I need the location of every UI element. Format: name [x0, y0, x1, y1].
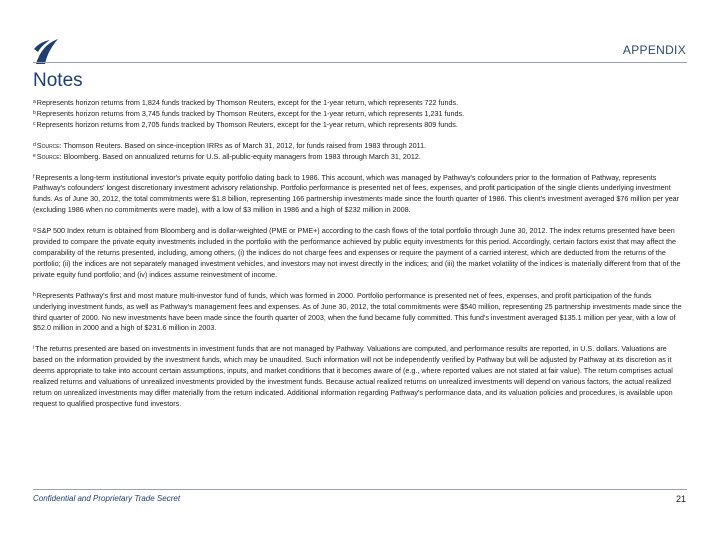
note-marker: f	[33, 173, 35, 180]
note-marker: i	[33, 345, 35, 352]
note-marker: b	[33, 109, 36, 116]
page-title: Notes	[33, 70, 83, 91]
note-e	[33, 152, 684, 163]
note-text: Represents horizon returns from 2,705 funds tracked by Thomson Reuters, except for the 1-year return, which represents 809 funds.	[36, 119, 458, 129]
note-i	[33, 344, 684, 409]
note-text: Represents horizon returns from 3,745 funds tracked by Thomson Reuters, except for the 1-year return, which represents 1,231 funds.	[36, 108, 465, 118]
notes-group-sources	[33, 141, 684, 163]
note-marker: c	[33, 120, 36, 127]
footer-divider	[33, 489, 687, 490]
note-marker: e	[33, 152, 36, 159]
note-h	[33, 291, 684, 335]
note-a	[33, 98, 684, 109]
note-f	[33, 173, 684, 217]
source-label: Source	[36, 140, 60, 150]
company-logo-icon	[33, 37, 59, 65]
note-marker: d	[33, 141, 36, 148]
note-b	[33, 109, 684, 120]
section-label: APPENDIX	[622, 43, 686, 57]
note-text: : Thomson Reuters. Based on since-inception IRRs as of March 31, 2012, for funds raised from 1983 through 2011.	[59, 140, 427, 150]
note-text: Represents horizon returns from 1,824 funds tracked by Thomson Reuters, except for the 1-year return, which represents 722 funds.	[36, 98, 459, 107]
source-label: Source	[36, 151, 60, 161]
confidentiality-notice: Confidential and Proprietary Trade Secret	[33, 494, 181, 503]
note-c	[33, 120, 684, 131]
note-text: Represents a long-term institutional investor's private equity portfolio dating back to 1986. This account, which was managed by Pathway's cofounders prior to the formation of Pathway, represents Pathway's cofounders' longest discretionary investment advisory relationship. Portfolio performance is presented net of fees, expenses, and profit participation of the single clients underlying investment funds. As of June 30, 2012, the total commitments were $1.8 billion, representing 166 partnership investments made since the fourth quarter of 1986. This client's investment averaged $76 million per year (excluding 1986 when no commitments were made), with a low of $3 million in 1986 and a high of $232 million in 2008.	[33, 172, 680, 215]
note-text: Represents Pathway's first and most mature multi-investor fund of funds, which was formed in 2000. Portfolio performance is presented net of fees, expenses, and profit participation of the funds underlying investment funds, as well as Pathway's management fees and expenses. As of June 30, 2012, the total commitments were $540 million, representing 25 partnership investments made since the third quarter of 2000. No new investments have been made since the fourth quarter of 2003, when the fund became fully committed. This fund's investment averaged $135.1 million per year, with a low of $52.0 million in 2000 and a high of $231.6 million in 2003.	[33, 290, 682, 333]
notes-group-horizon	[33, 98, 684, 131]
note-marker: h	[33, 291, 36, 298]
notes-body	[33, 98, 684, 420]
header-divider	[33, 62, 687, 63]
note-text: S&P 500 Index return is obtained from Bloomberg and is dollar-weighted (PME or PME+) according to the cash flows of the total portfolio through June 30, 2012. The index returns presented have been provided to compare the private equity investments included in the portfolio with the performance achieved by public equity investments for this period. Accordingly, certain factors exist that may affect the comparability of the returns presented, including, among others, (i) the indices do not charge fees and expenses or require the payment of a carried interest, which are deducted from the returns of the portfolio; (ii) the indices are not separately managed investment vehicles, and investors may not invest directly in the indices; and (iii) the market volatility of the indices is materially different from that of the private equity fund portfolio; and (iv) indices assume reinvestment of income.	[33, 226, 681, 279]
page-number: 21	[675, 494, 686, 504]
note-marker: g	[33, 227, 36, 234]
note-d	[33, 141, 684, 152]
note-text: : Bloomberg. Based on annualized returns for U.S. all-public-equity managers from 1983 through March 31, 2012.	[59, 151, 421, 161]
note-marker: a	[33, 99, 36, 105]
note-g	[33, 226, 684, 281]
note-text: The returns presented are based on investments in investment funds that are not managed by Pathway. Valuations are computed, and performance results are reported, in U.S. dollars. Valuations are based on the information provided by the investment funds, which may be unaudited. Such information will not be independently verified by Pathway but will be adjusted by Pathway at its discretion as it deems appropriate to take into account certain assumptions, inputs, and market conditions that it becomes aware of (e.g., where reported values are not stated at fair value). The return comprises actual realized returns and valuations of unrealized investments provided by the investment funds. Because actual realized returns on unrealized investments will depend on various factors, the actual realized return on unrealized investments may differ materially from the return indicated. Additional information regarding Pathway's performance data, and its valuation policies and procedures, is available upon request to qualified prospective fund investors.	[33, 344, 673, 408]
